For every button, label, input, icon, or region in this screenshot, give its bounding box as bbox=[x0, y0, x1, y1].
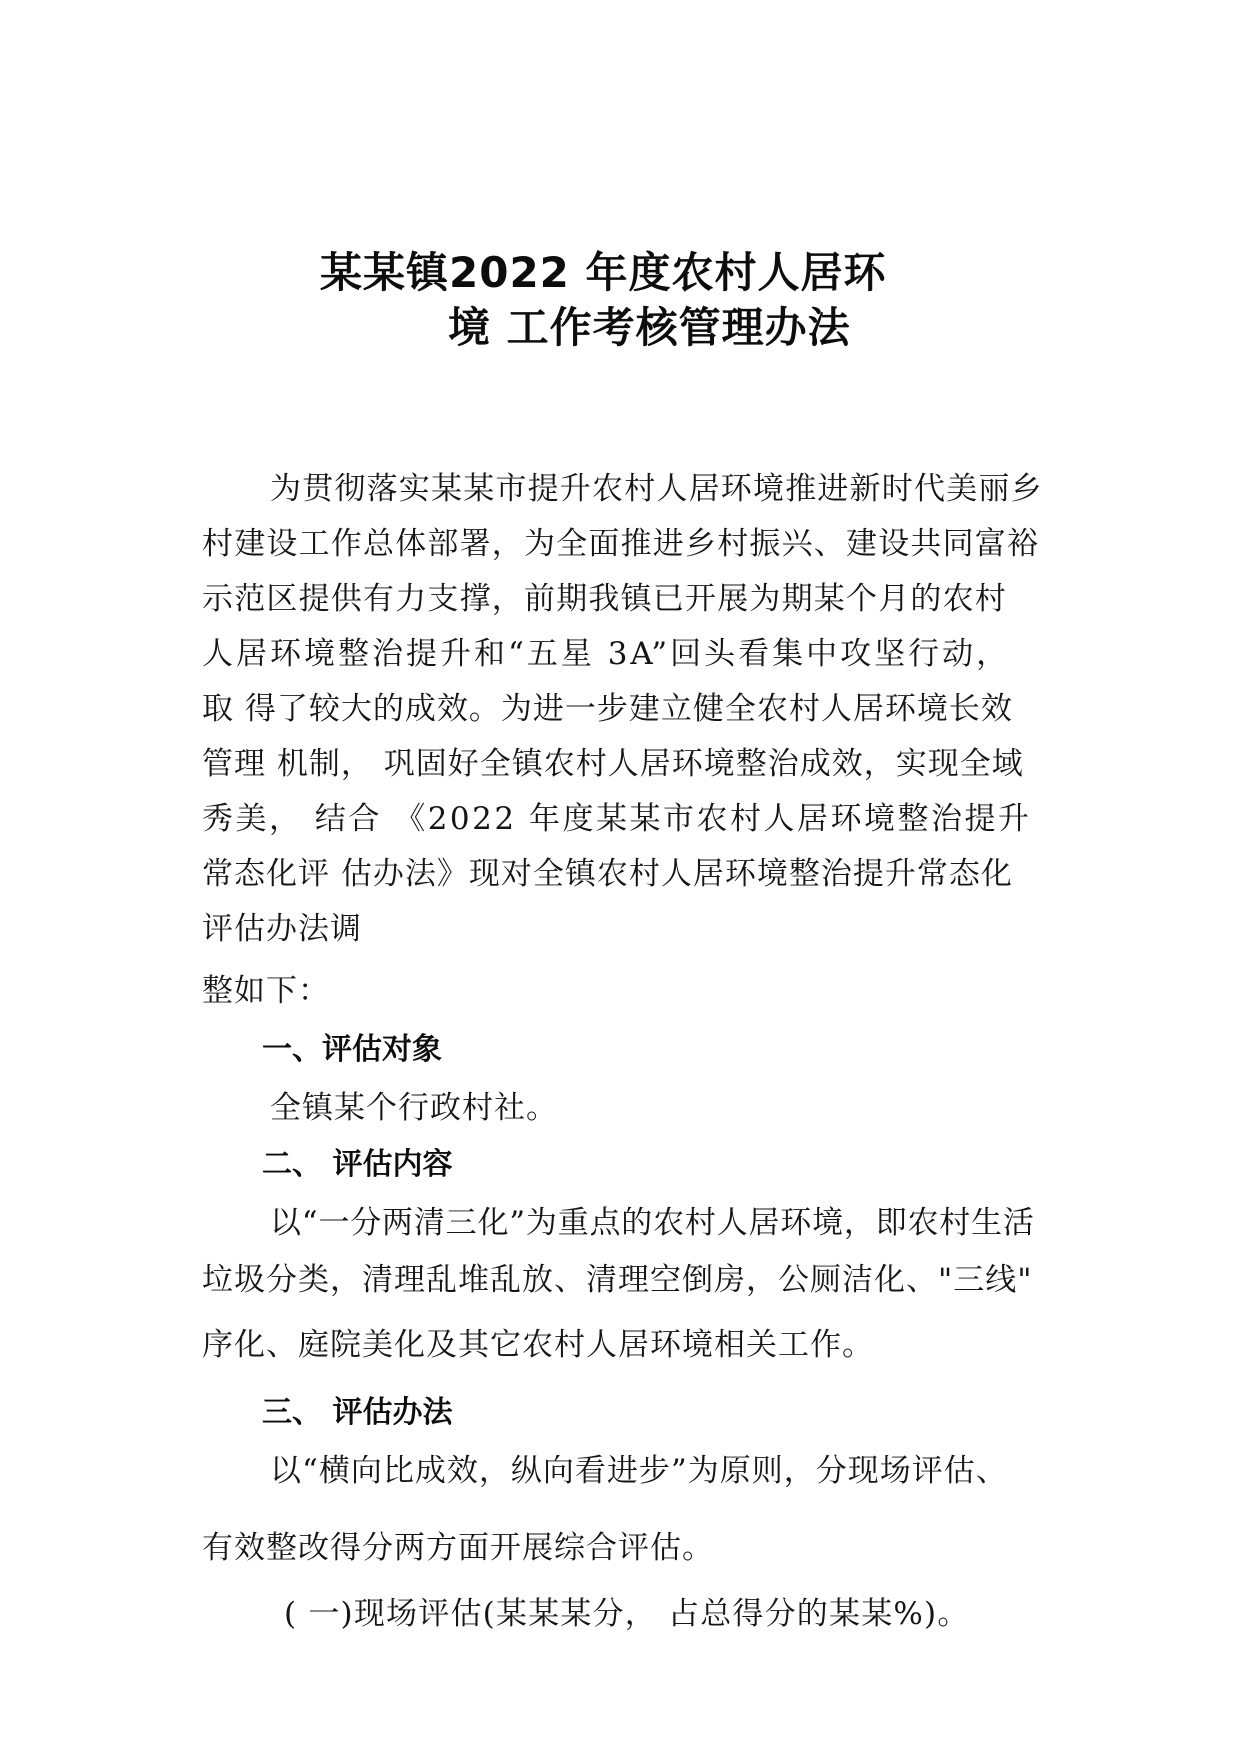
section-2-heading: 二、 评估内容 bbox=[262, 1147, 453, 1182]
section-1-line: 全镇某个行政村社。 bbox=[270, 1090, 558, 1126]
section-2-line: 以“一分两清三化”为重点的农村人居环境，即农村生活 bbox=[270, 1205, 1035, 1241]
intro-line: 示范区提供有力支撑，前期我镇已开展为期某个月的农村 bbox=[202, 581, 1007, 617]
intro-line: 取 得了较大的成效。为进一步建立健全农村人居环境长效 bbox=[202, 691, 1013, 727]
section-3-heading: 三、 评估办法 bbox=[262, 1395, 453, 1430]
intro-line: 人居环境整治提升和“五星 3A”回头看集中攻坚行动， bbox=[202, 636, 1011, 672]
section-3-line: ( 一)现场评估(某某某分， 占总得分的某某%)。 bbox=[284, 1596, 970, 1632]
section-2-line: 序化、庭院美化及其它农村人居环境相关工作。 bbox=[202, 1327, 874, 1363]
section-3-line: 以“横向比成效，纵向看进步”为原则，分现场评估、 bbox=[270, 1453, 1008, 1489]
intro-line: 为贯彻落实某某市提升农村人居环境推进新时代美丽乡 bbox=[270, 471, 1043, 507]
section-2-line: 垃圾分类，清理乱堆乱放、清理空倒房，公厕洁化、"三线" bbox=[202, 1262, 1033, 1298]
document-title-line-2: 境 工作考核管理办法 bbox=[448, 303, 851, 352]
intro-line: 整如下： bbox=[202, 973, 330, 1009]
intro-line: 评估办法调 bbox=[202, 911, 362, 947]
intro-line: 常态化评 估办法》现对全镇农村人居环境整治提升常态化 bbox=[202, 856, 1013, 892]
section-3-line: 有效整改得分两方面开展综合评估。 bbox=[202, 1530, 714, 1566]
intro-line: 管理 机制， 巩固好全镇农村人居环境整治成效，实现全域 bbox=[202, 746, 1024, 782]
intro-line: 村建设工作总体部署，为全面推进乡村振兴、建设共同富裕 bbox=[202, 526, 1040, 562]
section-1-heading: 一、评估对象 bbox=[262, 1032, 442, 1067]
intro-line: 秀美， 结合 《2022 年度某某市农村人居环境整治提升 bbox=[202, 801, 1032, 837]
document-title-line-1: 某某镇2022 年度农村人居环 bbox=[320, 248, 887, 297]
